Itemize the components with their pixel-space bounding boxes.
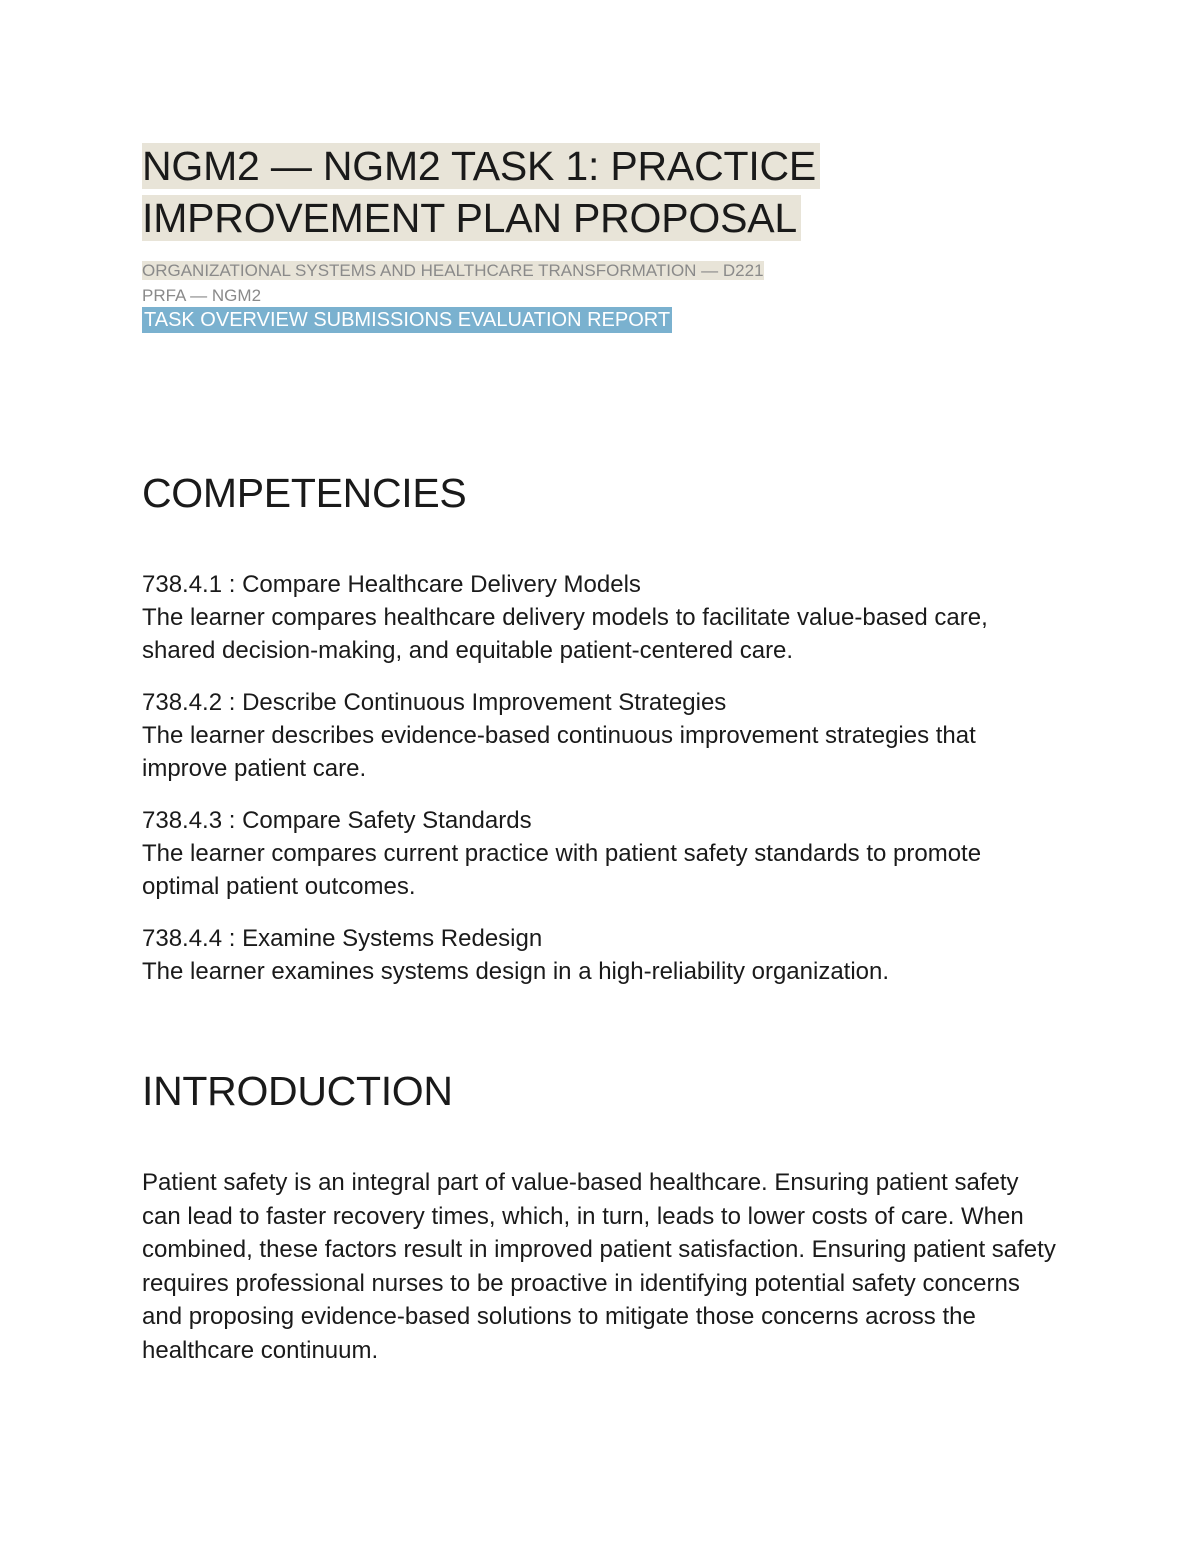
title-line-2: IMPROVEMENT PLAN PROPOSAL: [142, 195, 801, 241]
competencies-list: [142, 568, 1062, 1007]
document-page: [142, 140, 1062, 1364]
tab-submissions[interactable]: SUBMISSIONS: [313, 309, 453, 331]
competency-title: 738.4.1 : Compare Healthcare Delivery Models: [142, 571, 641, 598]
competency-description: The learner compares healthcare delivery models to facilitate value-based care, shared decision-making, and equitable patient-centered care.: [142, 604, 988, 664]
competency-item: [142, 686, 1062, 785]
introduction-body: Patient safety is an integral part of value-based healthcare. Ensuring patient safety can lead to faster recovery times, which, in turn, leads to lower costs of care. When combined, these factors result in improved patient satisfaction. Ensuring patient safety requires professional nurses to be proactive in identifying potential safety concerns and proposing evidence-based solutions to mitigate those concerns across the healthcare continuum.: [142, 1169, 1056, 1364]
competency-title: 738.4.3 : Compare Safety Standards: [142, 807, 532, 834]
competencies-heading: COMPETENCIES: [142, 470, 467, 516]
title-line-1: NGM2 — NGM2 TASK 1: PRACTICE: [142, 143, 820, 189]
task-tab-bar: [142, 307, 672, 333]
competency-description: The learner describes evidence-based continuous improvement strategies that improve patient care.: [142, 722, 976, 782]
competency-description: The learner compares current practice with patient safety standards to promote optimal patient outcomes.: [142, 840, 982, 900]
course-subtitle: [142, 254, 1062, 287]
course-code: PRFA — NGM2: [142, 286, 262, 305]
competency-item: [142, 568, 1062, 667]
page-title: [142, 140, 1062, 244]
competency-description: The learner examines systems design in a high-reliability organization.: [142, 958, 890, 985]
competency-item: [142, 922, 1062, 988]
competency-title: 738.4.4 : Examine Systems Redesign: [142, 925, 543, 952]
introduction-heading: INTRODUCTION: [142, 1068, 453, 1114]
tab-evaluation-report[interactable]: EVALUATION REPORT: [457, 309, 671, 331]
course-name: ORGANIZATIONAL SYSTEMS AND HEALTHCARE TRANSFORMATION — D221: [142, 261, 764, 280]
competency-item: [142, 804, 1062, 903]
competency-title: 738.4.2 : Describe Continuous Improvement Strategies: [142, 689, 727, 716]
tab-task-overview[interactable]: TASK OVERVIEW: [144, 309, 308, 331]
